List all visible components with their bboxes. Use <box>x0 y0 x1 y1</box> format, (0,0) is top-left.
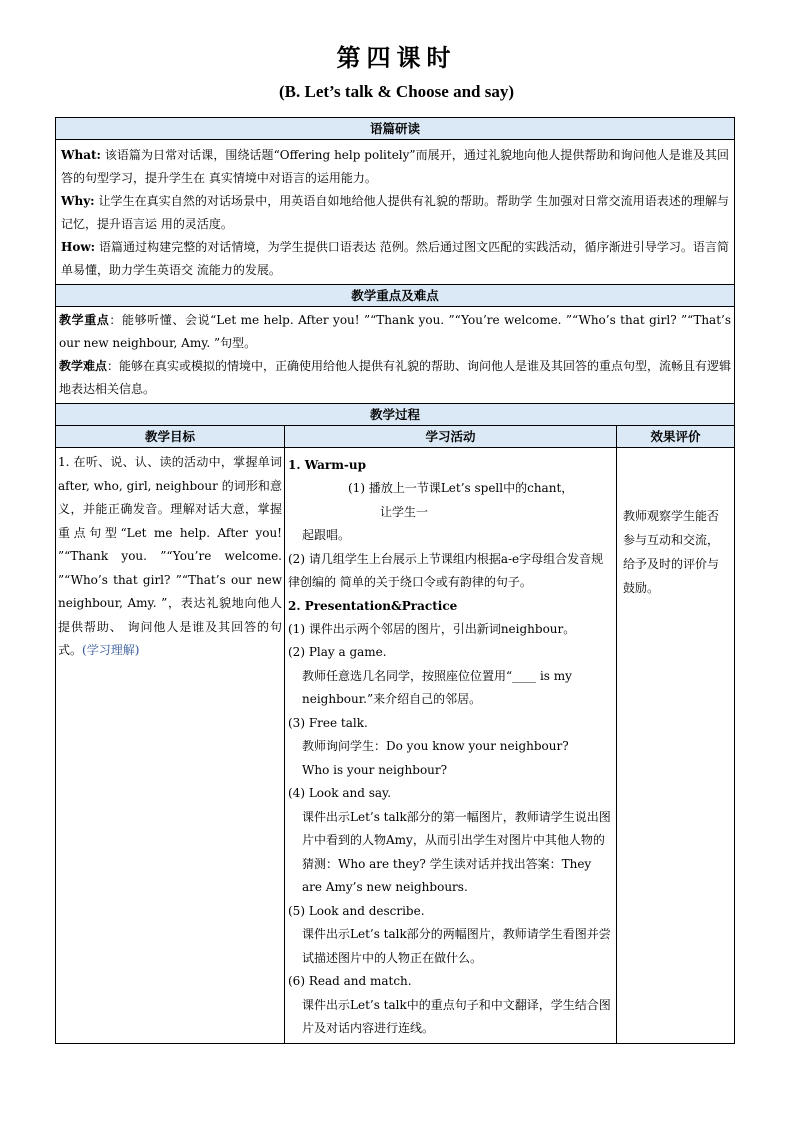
key-points-cell <box>56 307 735 404</box>
column-header-evaluation: 效果评价 <box>617 426 735 448</box>
page-title: 第四课时 <box>336 43 457 72</box>
step2-item-1: (1) 课件出示两个邻居的图片，引出新词neighbour。 <box>288 621 576 636</box>
lesson-plan-table <box>55 117 735 1044</box>
text-study-heading: 语篇研读 <box>56 118 735 140</box>
why-text: 让学生在真实自然的对话场景中，用英语自如地给他人提供有礼貌的帮助。帮助学 生加强对日常交流用语表述的理解与记忆，提升语言运 用的灵活度。 <box>61 194 730 231</box>
step1-line-b: (2) 请几组学生上台展示上节课组内根据a-e字母组合发音规律创编的 简单的关于绕口令或有韵律的句子。 <box>288 551 604 589</box>
goal-tag: (学习理解) <box>82 643 140 657</box>
what-text: 该语篇为日常对话课，围绕话题“Offering help politely”而展开，通过礼貌地向他人提供帮助和询问他人是谁及其回答的句型学习，提升学生在 真实情境中对语言的运用能力。 <box>61 148 730 185</box>
how-text: 语篇通过构建完整的对话情境，为学生提供口语表达 范例。然后通过图文匹配的实践活动，循序渐进引导学习。语言简单易懂，助力学生英语交 流能力的发展。 <box>61 240 730 277</box>
goal-text: 1. 在听、说、认、读的活动中，掌握单词after, who, girl, neighbour 的词形和意义，并能正确发音。理解对话大意，掌握重点句型“Let me help. After you! ”“Thank you. ”“You’re welcome. ”“Who’s that girl? ”“That’s our new neighbour, Amy. ”，表达礼貌地向他人提供帮助、 询问他人是谁及其回答的句式。 <box>58 455 282 657</box>
difficulty-label: 教学难点 <box>59 359 108 373</box>
how-label: How: <box>61 240 96 254</box>
step2-item-6-title: (6) Read and match. <box>288 974 412 988</box>
focus-text: ：能够听懂、会说“Let me help. After you! ”“Thank you. ”“You’re welcome. ”“Who’s that girl? ”“That’s our new neighbour, Amy. ”句型。 <box>59 313 731 350</box>
step2-item-3-title: (3) Free talk. <box>288 715 368 730</box>
step1-line-a3: 起跟唱。 <box>302 528 351 542</box>
how-paragraph <box>61 236 729 282</box>
step2-item-5-title: (5) Look and describe. <box>288 903 425 918</box>
text-study-row <box>56 140 735 285</box>
activities-cell <box>285 448 617 1044</box>
difficulty-text: ：能够在真实或模拟的情境中，正确使用给他人提供有礼貌的帮助、询问他人是谁及其回答的重点句型，流畅且有逻辑地表达相关信息。 <box>59 359 732 396</box>
what-paragraph <box>61 144 729 190</box>
column-header-activities: 学习活动 <box>285 426 617 448</box>
why-paragraph <box>61 190 729 236</box>
step2-item-3-text2: Who is your neighbour? <box>302 762 448 777</box>
focus-paragraph <box>59 309 731 355</box>
evaluation-text: 教师观察学生能否参与互动和交流，给予及时的评价与鼓励。 <box>623 509 720 595</box>
column-header-goals: 教学目标 <box>56 426 285 448</box>
step2-item-4-title: (4) Look and say. <box>288 786 392 800</box>
goal-paragraph <box>56 448 284 663</box>
step2-item-3-text1: 教师询问学生：Do you know your neighbour? <box>302 739 569 753</box>
step1-line-a1: (1) 播放上一节课Let’s spell中的chant， <box>348 481 574 495</box>
key-points-heading: 教学重点及难点 <box>56 285 735 307</box>
step2-item-2-title: (2) Play a game. <box>288 645 387 659</box>
step1-line-a2: 让学生一 <box>380 504 429 519</box>
goals-cell <box>56 448 285 1044</box>
step2-item-4-text: 课件出示Let’s talk部分的第一幅图片，教师请学生说出图片中看到的人物Amy，从而引出学生对图片中其他人物的猜测：Who are they? 学生读对话并找出答案：They are Amy’s new neighbours. <box>302 809 611 894</box>
what-label: What: <box>61 148 101 162</box>
focus-label: 教学重点 <box>59 313 110 327</box>
text-study-cell <box>56 140 735 285</box>
step2-item-5-text: 课件出示Let’s talk部分的两幅图片，教师请学生看图并尝试描述图片中的人物正在做什么。 <box>302 927 611 965</box>
step2-item-6-text: 课件出示Let’s talk中的重点句子和中文翻译，学生结合图片及对话内容进行连线。 <box>302 997 611 1035</box>
text-study-header-row <box>56 118 735 140</box>
process-columns-row <box>56 426 735 448</box>
key-points-header-row <box>56 285 735 307</box>
process-header-row <box>56 404 735 426</box>
process-content-row <box>56 448 735 1044</box>
step1-title: 1. Warm-up <box>288 458 367 472</box>
evaluation-cell <box>617 448 735 1044</box>
step2-title: 2. Presentation&Practice <box>288 598 458 613</box>
difficulty-paragraph <box>59 355 731 401</box>
key-points-row <box>56 307 735 404</box>
why-label: Why: <box>61 194 95 208</box>
process-heading: 教学过程 <box>56 404 735 426</box>
page-subtitle: (B. Let’s talk & Choose and say) <box>278 82 515 101</box>
step2-item-2-text: 教师任意选几名同学，按照座位位置用“____ is my neighbour.”来介绍自己的邻居。 <box>302 668 572 706</box>
